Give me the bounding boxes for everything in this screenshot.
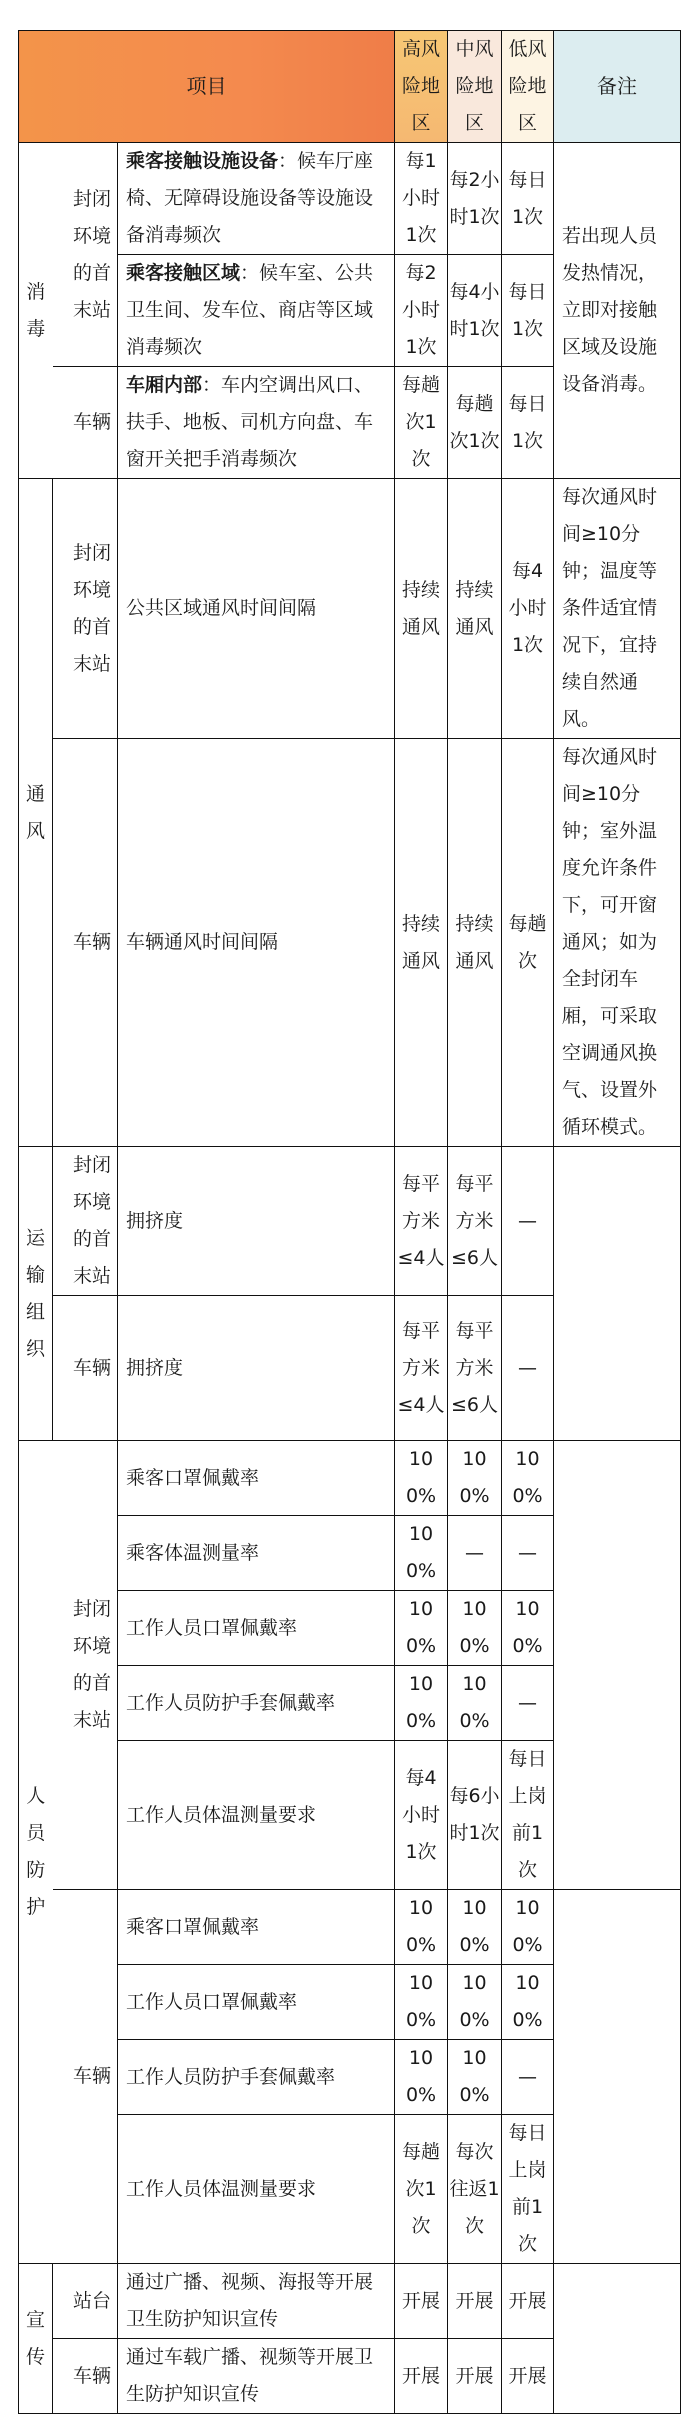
value-mid: 持续通风: [448, 479, 502, 739]
value-high: 每1小时1次: [395, 143, 448, 255]
value-low: —: [502, 1516, 554, 1591]
value-mid: 100%: [448, 1965, 502, 2040]
subcategory-station: 封闭环境的首末站: [53, 1147, 118, 1296]
item-cell: 工作人员口罩佩戴率: [118, 1591, 395, 1666]
value-mid: 持续通风: [448, 739, 502, 1147]
value-mid: 100%: [448, 1890, 502, 1965]
value-high: 每2小时1次: [395, 255, 448, 367]
value-mid: 开展: [448, 2264, 502, 2339]
item-description: ：车内空调出风口、扶手、地板、司机方向盘、车窗开关把手消毒频次: [126, 374, 374, 470]
value-mid: 每4小时1次: [448, 255, 502, 367]
item-cell: 车辆通风时间间隔: [118, 739, 395, 1147]
value-low: 每日1次: [502, 367, 554, 479]
value-low: 100%: [502, 1965, 554, 2040]
note-cell: 每次通风时间≥10分钟；温度等条件适宜情况下，宜持续自然通风。: [554, 479, 681, 739]
note-cell-empty: [554, 1890, 681, 2264]
item-cell: 乘客口罩佩戴率: [118, 1441, 395, 1516]
value-high: 持续通风: [395, 739, 448, 1147]
item-cell: 工作人员体温测量要求: [118, 2115, 395, 2264]
category-ventilation: 通风: [19, 479, 53, 1147]
category-transport: 运输组织: [19, 1147, 53, 1441]
subcategory-vehicle: 车辆: [53, 739, 118, 1147]
value-high: 100%: [395, 1890, 448, 1965]
value-high: 开展: [395, 2264, 448, 2339]
item-cell: 拥挤度: [118, 1296, 395, 1441]
note-cell: 每次通风时间≥10分钟；室外温度允许条件下，可开窗通风；如为全封闭车厢，可采取空调通风换气、设置外循环模式。: [554, 739, 681, 1147]
subcategory-platform: 站台: [53, 2264, 118, 2339]
value-high: 每趟次1次: [395, 2115, 448, 2264]
epidemic-prevention-table: [18, 30, 681, 2414]
note-cell-empty: [554, 1147, 681, 1441]
item-cell: 通过车载广播、视频等开展卫生防护知识宣传: [118, 2339, 395, 2414]
item-description: ：候车室、公共卫生间、发车位、商店等区域消毒频次: [126, 262, 374, 358]
table-row: [19, 1147, 681, 1296]
subcategory-station: 封闭环境的首末站: [53, 143, 118, 367]
item-cell: 乘客体温测量率: [118, 1516, 395, 1591]
value-mid: 100%: [448, 1591, 502, 1666]
value-high: 100%: [395, 1666, 448, 1741]
value-high: 每趟次1次: [395, 367, 448, 479]
value-mid: 100%: [448, 1441, 502, 1516]
note-cell-empty: [554, 1441, 681, 1890]
item-cell: 公共区域通风时间间隔: [118, 479, 395, 739]
value-low: 每日上岗前1次: [502, 1741, 554, 1890]
item-cell: 拥挤度: [118, 1147, 395, 1296]
item-cell: 通过广播、视频、海报等开展卫生防护知识宣传: [118, 2264, 395, 2339]
header-note: 备注: [554, 31, 681, 143]
value-low: 每趟次: [502, 739, 554, 1147]
value-low: 开展: [502, 2264, 554, 2339]
value-low: —: [502, 2040, 554, 2115]
value-mid: 100%: [448, 2040, 502, 2115]
subcategory-vehicle: 车辆: [53, 367, 118, 479]
value-high: 开展: [395, 2339, 448, 2414]
value-low: —: [502, 1296, 554, 1441]
header-item: 项目: [19, 31, 395, 143]
table-row: [19, 479, 681, 739]
value-mid: 每次往返1次: [448, 2115, 502, 2264]
value-mid: 每2小时1次: [448, 143, 502, 255]
value-low: 每日1次: [502, 143, 554, 255]
table-row: [19, 739, 681, 1147]
value-high: 100%: [395, 1516, 448, 1591]
item-cell: 工作人员防护手套佩戴率: [118, 2040, 395, 2115]
value-low: 每日1次: [502, 255, 554, 367]
header-low-risk: 低风险地区: [502, 31, 554, 143]
value-high: 持续通风: [395, 479, 448, 739]
value-mid: —: [448, 1516, 502, 1591]
category-publicity: 宣传: [19, 2264, 53, 2414]
subcategory-vehicle: 车辆: [53, 2339, 118, 2414]
table-row: [19, 1890, 681, 1965]
value-low: 100%: [502, 1441, 554, 1516]
value-high: 100%: [395, 1591, 448, 1666]
subcategory-station: 封闭环境的首末站: [53, 1441, 118, 1890]
item-cell: [118, 143, 395, 255]
value-low: 100%: [502, 1890, 554, 1965]
note-cell-empty: [554, 2264, 681, 2414]
value-low: —: [502, 1666, 554, 1741]
value-mid: 每6小时1次: [448, 1741, 502, 1890]
subcategory-vehicle: 车辆: [53, 1296, 118, 1441]
item-description: ：候车厅座椅、无障碍设施设备等设施设备消毒频次: [126, 150, 374, 246]
item-bold-label: 车厢内部: [126, 374, 203, 396]
item-cell: [118, 255, 395, 367]
value-low: —: [502, 1147, 554, 1296]
subcategory-vehicle: 车辆: [53, 1890, 118, 2264]
value-high: 100%: [395, 1441, 448, 1516]
value-low: 100%: [502, 1591, 554, 1666]
category-protection: 人员防护: [19, 1441, 53, 2264]
header-row: [19, 31, 681, 143]
item-cell: 工作人员口罩佩戴率: [118, 1965, 395, 2040]
table-row: [19, 143, 681, 255]
item-cell: 工作人员防护手套佩戴率: [118, 1666, 395, 1741]
item-bold-label: 乘客接触设施设备: [126, 150, 279, 172]
value-low: 开展: [502, 2339, 554, 2414]
header-high-risk: 高风险地区: [395, 31, 448, 143]
value-mid: 每平方米≤6人: [448, 1147, 502, 1296]
value-low: 每日上岗前1次: [502, 2115, 554, 2264]
category-disinfection: 消毒: [19, 143, 53, 479]
item-cell: [118, 367, 395, 479]
table-row: [19, 2264, 681, 2339]
note-disinfection: 若出现人员发热情况，立即对接触区域及设施设备消毒。: [554, 143, 681, 479]
value-mid: 开展: [448, 2339, 502, 2414]
item-bold-label: 乘客接触区域: [126, 262, 241, 284]
value-mid: 100%: [448, 1666, 502, 1741]
subcategory-station: 封闭环境的首末站: [53, 479, 118, 739]
value-high: 100%: [395, 2040, 448, 2115]
value-high: 每平方米≤4人: [395, 1147, 448, 1296]
header-mid-risk: 中风险地区: [448, 31, 502, 143]
table-row: [19, 1441, 681, 1516]
epidemic-prevention-table-container: [18, 30, 680, 2414]
value-high: 每平方米≤4人: [395, 1296, 448, 1441]
value-high: 每4小时1次: [395, 1741, 448, 1890]
value-high: 100%: [395, 1965, 448, 2040]
value-low: 每4小时1次: [502, 479, 554, 739]
value-mid: 每平方米≤6人: [448, 1296, 502, 1441]
item-cell: 工作人员体温测量要求: [118, 1741, 395, 1890]
item-cell: 乘客口罩佩戴率: [118, 1890, 395, 1965]
value-mid: 每趟次1次: [448, 367, 502, 479]
